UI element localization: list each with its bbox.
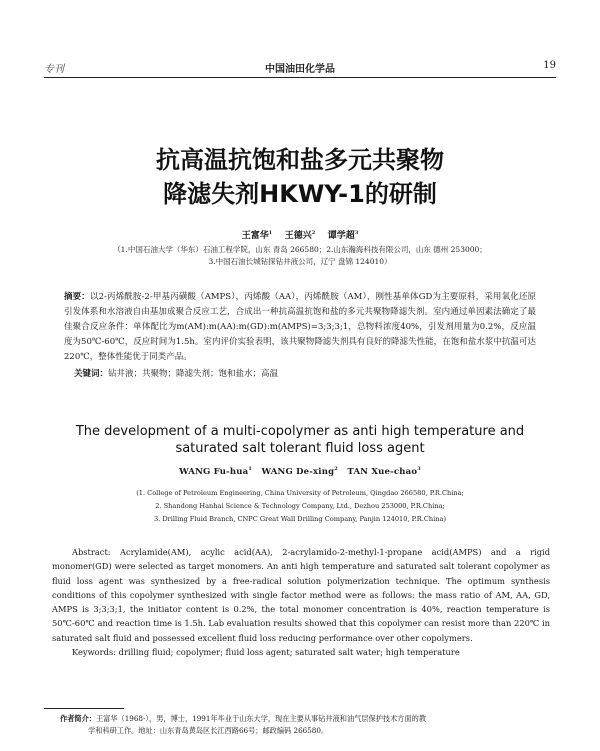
chinese-affiliation-line: （1.中国石油大学（华东）石油工程学院，山东 青岛 266580；2.山东瀚海科技有限公司，山东 德州 253000； [113,245,487,254]
english-author: TAN Xue-chao$^3$ [347,466,421,477]
chinese-affiliation-line: 3.中国石油长城钻探钻井液公司，辽宁 盘锦 124010） [208,257,392,266]
english-keywords [52,645,550,659]
chinese-authors [44,228,556,241]
footnote-line-2: 学和科研工作。地址：山东青岛黄岛区长江西路66号；邮政编码 266580。 [88,726,329,735]
chinese-keywords-label: 关键词： [74,369,109,379]
chinese-abstract-text: 以2-丙烯酰胺-2-甲基丙磺酸（AMPS），丙烯酸（AA），丙烯酰胺（AM），刚性基单体GD为主要原料，采用氧化还原引发体系和水溶液自由基加成聚合反应工艺，合成出一种抗高温抗饱和盐的多元共聚物降滤失剂。室内通过单因素法确定了最佳聚合反应条件：单体配比为m(AM):m(AA):m(GD):m(AMPS)=3;3;3;1，总物料浓度40%，引发剂用量为0.2%，反应温度为50℃-60℃，反应时间为1.5h。室内评价实验表明，该共聚物降滤失剂具有良好的降滤失性能，在饱和盐水浆中抗温可达220℃，整体性能优于同类产品。 [64,292,536,362]
english-keywords-text: drilling fluid; copolymer; fluid loss agent; saturated salt water; high temperature [118,647,460,658]
english-title [50,423,550,457]
footnote-line-1: 作者简介：王富华（1968-），男，博士，1991年毕业于山东大学，现在主要从事钻井液和油气层保护技术方面的教 [60,714,427,723]
chinese-affiliations [70,244,530,268]
journal-name: 中国油田化学品 [265,64,335,75]
chinese-author: 王富华$^1$ [241,230,273,241]
english-abstract-label: Abstract: [72,547,111,557]
chinese-title [44,143,556,211]
chinese-abstract [64,290,536,365]
footnote-divider [44,708,124,709]
author-footnote [60,713,550,737]
chinese-author: 谭学超$^3$ [327,230,359,241]
page-header [44,60,556,74]
english-affiliation-line: (1. College of Petroleum Engineering, China University of Petroleum, Qingdao 266580, P.R.China; [136,489,464,497]
english-title-line-2: saturated salt tolerant fluid loss agent [175,441,425,456]
chinese-author: 王德兴$^2$ [284,230,316,241]
page-number: 19 [543,60,556,71]
chinese-title-line-1: 抗高温抗饱和盐多元共聚物 [156,146,444,174]
chinese-abstract-label: 摘要： [64,292,90,302]
english-author: WANG De-xing$^2$ [261,466,338,477]
chinese-keywords [74,367,536,381]
english-affiliation-line: 3. Drilling Fluid Branch, CNPC Great Wall Drilling Company, Panjin 124010, P.R.China) [153,515,447,523]
footnote-label: 作者简介： [60,714,96,723]
english-keywords-label: Keywords: [72,647,117,658]
header-divider [44,77,556,78]
english-affiliation-line: 2. Shandong Hanhai Science & Technology Company, Ltd., Dezhou 253000, P.R.China; [155,502,445,510]
english-abstract [52,545,550,659]
english-title-line-1: The development of a multi-copolymer as anti high temperature and [75,424,525,439]
chinese-title-line-2: 降滤失剂HKWY-1的研制 [163,180,437,208]
english-affiliations [60,487,540,526]
chinese-keywords-text: 钻井液；共聚物；降滤失剂；饱和盐水；高温 [108,369,279,379]
english-abstract-paragraph [52,545,550,645]
english-author: WANG Fu-hua$^1$ [179,466,253,477]
english-authors [44,467,556,477]
journal-section-label: 专刊 [44,64,64,75]
english-abstract-text: Acrylamide(AM), acylic acid(AA), 2-acrylamido-2-methyl-1-propane acid(AMPS) and a rigid monomer(GD) were selected as target monomers. An anti high temperature and saturated salt tolerant copolymer as fluid loss agent was synthesized by a free-radical solution polymerization technique. The optimum synthesis conditions of this copolymer synthesized with single factor method were as follows: the mass ratio of AM, AA, GD, AMPS is 3;3;3;1, the initiator content is 0.2%, the total monomer concentration is 40%, reaction temperature is 50℃-60℃ and reaction time is 1.5h. Lab evaluation results showed that this copolymer can resist more than 220℃ in saturated salt fluid and possessed excellent fluid loss reducing performance over other copolymers. [52,547,550,643]
